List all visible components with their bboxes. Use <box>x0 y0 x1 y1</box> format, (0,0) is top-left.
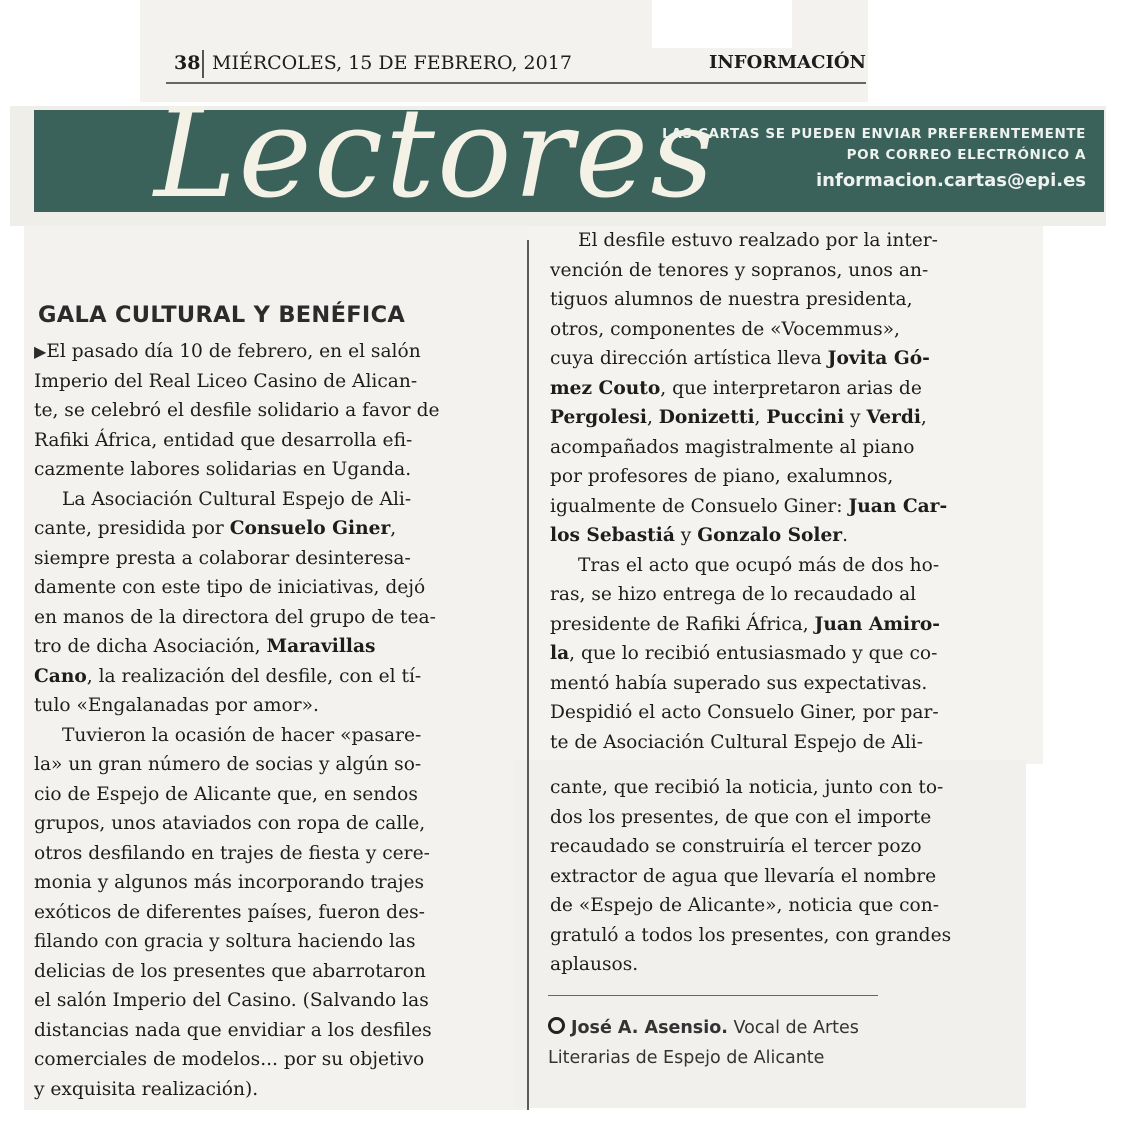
text-line: ras, se hizo entrega de lo recaudado al <box>550 584 917 605</box>
text-line: Despidió el acto Consuelo Giner, por par- <box>550 702 939 723</box>
text-line: exóticos de diferentes países, fueron des- <box>34 901 425 923</box>
text-line: cante, presidida por Consuelo Giner, <box>34 518 397 539</box>
text-line: otros desfilando en trajes de fiesta y cere- <box>34 842 430 864</box>
text-line: mez Couto, que interpretaron arias de <box>550 377 922 399</box>
text-line: comerciales de modelos... por su objetivo <box>34 1049 425 1070</box>
article-right-column <box>550 226 1020 757</box>
column-divider <box>527 240 529 1110</box>
author-name: José A. Asensio. <box>571 1018 728 1038</box>
text-line: Pergolesi, Donizetti, Puccini y Verdi, <box>550 407 927 428</box>
article-left-column <box>34 337 514 1104</box>
signature-line: Literarias de Espejo de Alicante <box>548 1048 825 1068</box>
article-headline: GALA CULTURAL Y BENÉFICA <box>38 302 406 328</box>
text-line: monia y algunos más incorporando trajes <box>34 872 425 893</box>
text-line: otros, componentes de «Vocemmus», <box>550 318 900 340</box>
text-line: los Sebastiá y Gonzalo Soler. <box>550 525 849 546</box>
author-signature <box>548 1013 859 1073</box>
text-line: en manos de la directora del grupo de tea- <box>34 606 436 628</box>
text-line: aplausos. <box>550 954 639 975</box>
text-line: dos los presentes, de que con el importe <box>550 806 932 828</box>
text-line: La Asociación Cultural Espejo de Ali- <box>62 488 412 510</box>
circle-bullet-icon <box>548 1017 565 1034</box>
text-line: Tuvieron la ocasión de hacer «pasare- <box>62 724 422 746</box>
text-line: siempre presta a colaborar desinteresa- <box>34 547 411 569</box>
text-line: la» un gran número de socias y algún so- <box>34 754 422 775</box>
text-line: Cano, la realización del desfile, con el tí- <box>34 665 422 687</box>
text-line: ▶El pasado día 10 de febrero, en el salón <box>34 341 421 362</box>
banner-email: informacion.cartas@epi.es <box>816 170 1086 191</box>
text-line: El desfile estuvo realzado por la inter- <box>578 230 938 251</box>
clipping-notch <box>652 0 792 48</box>
text-line: el salón Imperio del Casino. (Salvando las <box>34 990 429 1011</box>
text-line: delicias de los presentes que abarrotaron <box>34 960 426 982</box>
text-line: cazmente labores solidarias en Uganda. <box>34 459 412 480</box>
text-line: y exquisita realización). <box>34 1078 259 1100</box>
text-line: Rafiki África, entidad que desarrolla efi- <box>34 429 413 451</box>
text-line: filando con gracia y soltura haciendo las <box>34 931 416 952</box>
text-line: tro de dicha Asociación, Maravillas <box>34 636 376 657</box>
page-number: 38 <box>174 52 201 74</box>
article-right-column-continued <box>550 773 1020 980</box>
text-line: Tras el acto que ocupó más de dos ho- <box>578 554 940 576</box>
text-line: damente con este tipo de iniciativas, dejó <box>34 577 426 598</box>
text-line: la, que lo recibió entusiasmado y que co- <box>550 643 938 664</box>
text-line: presidente de Rafiki África, Juan Amiro- <box>550 613 940 635</box>
text-line: cuya dirección artística lleva Jovita Gó- <box>550 348 930 369</box>
section-banner <box>34 82 1104 226</box>
newspaper-name: INFORMACIÓN <box>708 52 866 73</box>
text-line: te de Asociación Cultural Espejo de Ali- <box>550 731 923 753</box>
text-line: de «Espejo de Alicante», noticia que con- <box>550 895 939 916</box>
text-line: tulo «Engalanadas por amor». <box>34 695 319 716</box>
page-header <box>166 50 866 84</box>
text-line: tiguos alumnos de nuestra presidenta, <box>550 289 913 310</box>
text-line: cante, que recibió la noticia, junto con to- <box>550 777 944 798</box>
text-line: Imperio del Real Liceo Casino de Alican- <box>34 370 418 392</box>
text-line: acompañados magistralmente al piano <box>550 436 915 458</box>
text-line: por profesores de piano, exalumnos, <box>550 466 894 487</box>
signature-line <box>548 1013 859 1043</box>
header-divider <box>202 50 204 78</box>
text-line: gratuló a todos los presentes, con grandes <box>550 924 952 946</box>
issue-date: MIÉRCOLES, 15 DE FEBRERO, 2017 <box>212 52 572 74</box>
triangle-bullet-icon: ▶ <box>34 342 47 361</box>
text-line: extractor de agua que llevaría el nombre <box>550 865 937 887</box>
banner-info-line2: POR CORREO ELECTRÓNICO A <box>846 147 1086 163</box>
text-line: igualmente de Consuelo Giner: Juan Car- <box>550 495 948 517</box>
banner-info <box>662 124 1086 191</box>
text-line: distancias nada que envidiar a los desfiles <box>34 1019 432 1041</box>
text-line: recaudado se construiría el tercer pozo <box>550 836 922 857</box>
text-line: te, se celebró el desfile solidario a favor de <box>34 400 440 421</box>
banner-info-line1: LAS CARTAS SE PUEDEN ENVIAR PREFERENTEMENTE <box>662 126 1086 142</box>
section-title: Lectores <box>154 82 716 226</box>
text-line: mentó había superado sus expectativas. <box>550 672 928 694</box>
text-line: cio de Espejo de Alicante que, en sendos <box>34 783 418 805</box>
text-line: grupos, unos ataviados con ropa de calle, <box>34 813 426 834</box>
signature-rule <box>548 995 878 996</box>
text-line: vención de tenores y sopranos, unos an- <box>550 259 929 281</box>
author-role: Vocal de Artes <box>727 1018 859 1038</box>
